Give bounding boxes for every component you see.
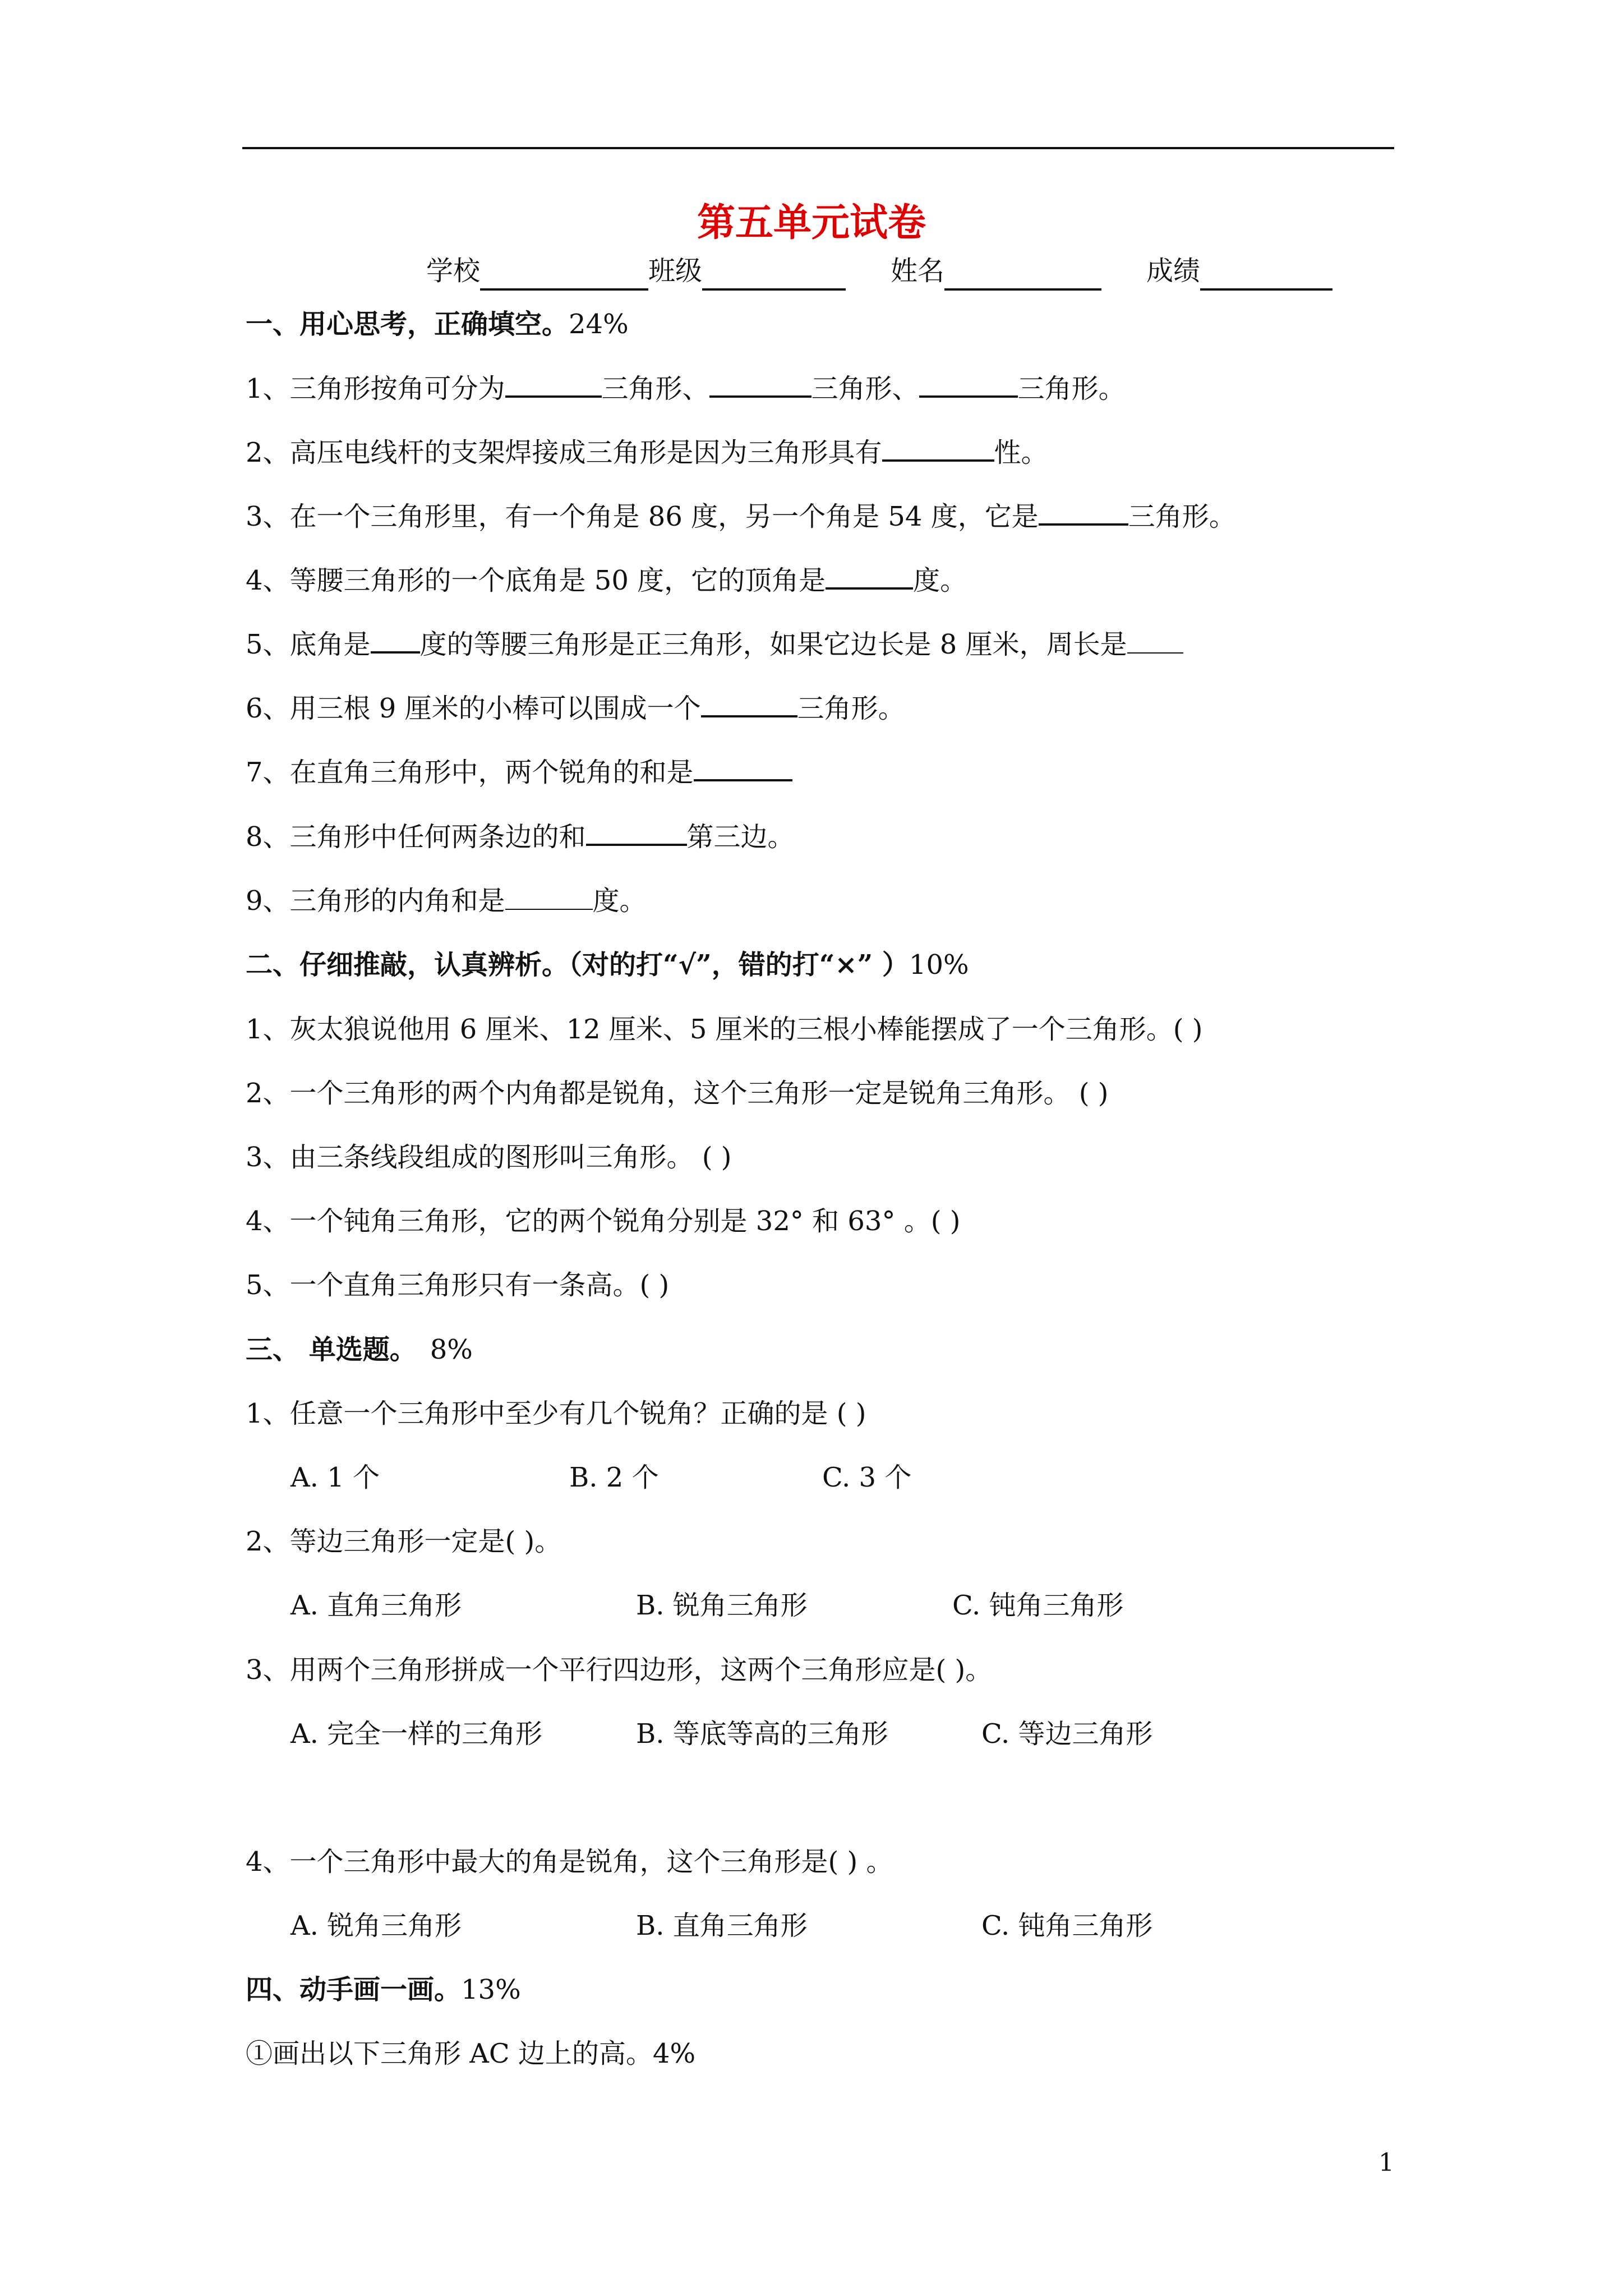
- option-c[interactable]: C. 等边三角形: [981, 1718, 1153, 1750]
- option-a[interactable]: A. 直角三角形: [291, 1590, 462, 1621]
- school-blank[interactable]: [480, 260, 648, 291]
- answer-blank[interactable]: [882, 435, 994, 462]
- header-rule: [242, 147, 1394, 149]
- s1-question-3: 3、在一个三角形里，有一个角是 86 度，另一个角是 54 度，它是 三角形。: [246, 497, 1236, 536]
- option-b[interactable]: B. 等底等高的三角形: [636, 1718, 888, 1750]
- s2-question-1: 1、灰太狼说他用 6 厘米、12 厘米、5 厘米的三根小棒能摆成了一个三角形。( ): [246, 1014, 1203, 1045]
- s3-question-4: 4、一个三角形中最大的角是锐角，这个三角形是( ) 。: [246, 1846, 893, 1878]
- answer-blank[interactable]: [919, 371, 1018, 398]
- answer-blank[interactable]: [505, 884, 593, 910]
- answer-blank[interactable]: [709, 371, 811, 398]
- s3-question-2: 2、等边三角形一定是( )。: [246, 1526, 562, 1557]
- score-label: 成绩: [1146, 255, 1201, 287]
- option-b[interactable]: B. 锐角三角形: [636, 1590, 808, 1621]
- s1-question-1: 1、三角形按角可分为 三角形、 三角形、 三角形。: [246, 369, 1126, 408]
- s3-question-3: 3、用两个三角形拼成一个平行四边形，这两个三角形应是( )。: [246, 1654, 993, 1686]
- answer-blank[interactable]: [505, 371, 602, 398]
- student-info-line: [426, 251, 1332, 291]
- s2-question-2: 2、一个三角形的两个内角都是锐角，这个三角形一定是锐角三角形。 ( ): [246, 1078, 1109, 1109]
- s1-question-7: 7、在直角三角形中，两个锐角的和是: [246, 753, 792, 792]
- s3-question-1: 1、任意一个三角形中至少有几个锐角？正确的是 ( ): [246, 1398, 866, 1429]
- school-label: 学校: [426, 255, 481, 287]
- s1-question-4: 4、等腰三角形的一个底角是 50 度，它的顶角是 度。: [246, 561, 967, 600]
- page-number: 1: [1378, 2148, 1394, 2177]
- option-c[interactable]: C. 3 个: [822, 1462, 912, 1493]
- s1-question-8: 8、三角形中任何两条边的和 第三边。: [246, 817, 795, 857]
- answer-blank[interactable]: [1039, 499, 1128, 526]
- class-blank[interactable]: [702, 260, 846, 291]
- option-b[interactable]: B. 直角三角形: [636, 1910, 808, 1941]
- option-a[interactable]: A. 锐角三角形: [291, 1910, 462, 1941]
- score-blank[interactable]: [1200, 260, 1332, 291]
- section-2-heading: 二、仔细推敲，认真辨析。（对的打“√”，错的打“×” ）10%: [246, 949, 969, 981]
- section-3-heading: 三、 单选题。 8%: [246, 1334, 473, 1365]
- answer-blank[interactable]: [1127, 628, 1183, 654]
- section-1-heading: 一、用心思考，正确填空。24%: [246, 309, 629, 340]
- name-label: 姓名: [891, 255, 945, 287]
- page-title: 第五单元试卷: [697, 200, 926, 245]
- s1-question-5: 5、底角是 度的等腰三角形是正三角形，如果它边长是 8 厘米，周长是: [246, 625, 1183, 664]
- s2-question-3: 3、由三条线段组成的图形叫三角形。 ( ): [246, 1142, 732, 1173]
- option-b[interactable]: B. 2 个: [569, 1462, 659, 1493]
- name-blank[interactable]: [944, 260, 1101, 291]
- answer-blank[interactable]: [586, 819, 687, 846]
- section-4-heading: 四、动手画一画。13%: [246, 1974, 521, 2005]
- answer-blank[interactable]: [694, 754, 792, 781]
- option-a[interactable]: A. 1 个: [291, 1462, 380, 1493]
- s1-question-2: 2、高压电线杆的支架焊接成三角形是因为三角形具有 性。: [246, 433, 1048, 472]
- class-label: 班级: [648, 255, 703, 287]
- s1-question-9: 9、三角形的内角和是 度。: [246, 885, 647, 917]
- answer-blank[interactable]: [826, 563, 913, 590]
- option-c[interactable]: C. 钝角三角形: [952, 1590, 1124, 1621]
- s2-question-4: 4、一个钝角三角形，它的两个锐角分别是 32° 和 63° 。( ): [246, 1205, 961, 1237]
- answer-blank[interactable]: [371, 627, 420, 654]
- s2-question-5: 5、一个直角三角形只有一条高。( ): [246, 1269, 670, 1301]
- option-c[interactable]: C. 钝角三角形: [981, 1910, 1153, 1941]
- answer-blank[interactable]: [701, 691, 797, 717]
- s4-question-1: ①画出以下三角形 AC 边上的高。4%: [246, 2038, 696, 2069]
- s1-question-6: 6、用三根 9 厘米的小棒可以围成一个 三角形。: [246, 689, 905, 728]
- option-a[interactable]: A. 完全一样的三角形: [291, 1718, 543, 1750]
